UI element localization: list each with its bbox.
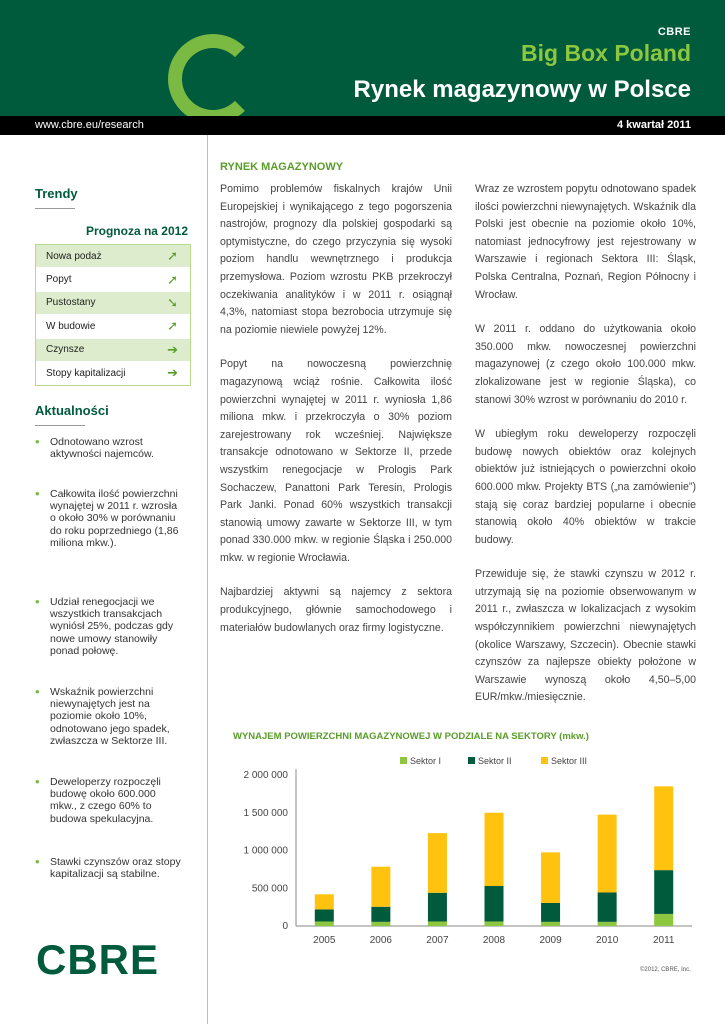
trends-heading: Trendy — [35, 186, 78, 201]
trend-label: Stopy kapitalizacji — [46, 367, 126, 379]
arrow-up-right-icon: ➚ — [167, 318, 178, 334]
x-tick-label: 2008 — [482, 935, 506, 946]
trend-row — [36, 245, 190, 268]
paragraph: Wraz ze wzrostem popytu odnotowano spadek ilości powierzchni niewynajętych. Wskaźnik dla Polski jest obecnie na poziomie około 10%, natomiast jednocyfrowy jest rejestrowany w Warszawie i regionach Sektora III: Śląsk, Polska Centralna, Poznań, Region Północny i Wrocław. — [475, 183, 696, 301]
trend-label: Popyt — [46, 274, 72, 286]
trends-heading-rule — [35, 208, 75, 209]
bar-sektor-ii-2011 — [654, 870, 673, 914]
news-item: • Całkowita ilość powierzchni wynajętej w 2011 r. wzrosła o około 30% w porównaniu do roku poprzedniego (1,86 miliona mkw.). — [35, 488, 185, 549]
x-tick-label: 2007 — [426, 935, 449, 946]
y-tick-label: 0 — [282, 921, 288, 932]
trend-label: Czynsze — [46, 344, 85, 356]
news-item: • Udział renegocjacji we wszystkich transakcjach wyniósł 25%, podczas gdy nowe umowy stanowiły ponad połowę. — [35, 596, 185, 657]
copyright-note: ©2012, CBRE, Inc. — [640, 967, 691, 973]
news-item: • Wskaźnik powierzchni niewynajętych jest na poziomie około 10%, odnotowano jego spadek, zwłaszcza w Sektorze III. — [35, 686, 185, 747]
legend-label: Sektor I — [410, 756, 442, 766]
trend-row — [36, 339, 190, 362]
bar-sektor-iii-2007 — [428, 833, 447, 893]
bar-sektor-ii-2006 — [371, 907, 390, 922]
bar-sektor-iii-2006 — [371, 867, 390, 907]
column-divider — [207, 135, 208, 1024]
paragraph: W 2011 r. oddano do użytkowania około 350.000 mkw. nowoczesnej powierzchni magazynowej (z czego około 100.000 mkw. zlokalizowane jest w regionie Śląska), co stanowi 30% wzrost w porównaniu do 2010 r. — [475, 323, 696, 406]
trend-row — [36, 315, 190, 338]
bar-sektor-iii-2008 — [485, 813, 504, 886]
research-url-link[interactable]: www.cbre.eu/research — [35, 119, 144, 131]
news-item: • Deweloperzy rozpoczęli budowę około 600.000 mkw., z czego 60% to budowa spekulacyjna. — [35, 776, 185, 825]
trend-label: Pustostany — [46, 297, 96, 309]
legend-label: Sektor II — [478, 756, 512, 766]
legend-swatch-3 — [541, 757, 548, 764]
text-column-left — [220, 181, 452, 654]
report-header — [0, 0, 725, 116]
paragraph: Przewiduje się, że stawki czynszu w 2012 r. utrzymają się na poziomie obserwowanym w 2011 r., zwłaszcza w lokalizacjach z wysokim współczynnikiem powierzchni niewynajętych (okolice Warszawy, Szczecin). Obecnie stawki czynszów za najlepsze obiekty położone w Warszawie wynoszą około 4,50–5,00 EUR/mkw./miesięcznie. — [475, 568, 696, 704]
y-tick-label: 2 000 000 — [243, 770, 288, 781]
arrow-up-right-icon: ➚ — [167, 271, 178, 287]
y-tick-label: 1 500 000 — [243, 807, 288, 819]
bar-sektor-iii-2009 — [541, 852, 560, 903]
bar-sektor-ii-2008 — [485, 886, 504, 921]
brand-arc-graphic — [168, 34, 258, 116]
chart-title: WYNAJEM POWIERZCHNI MAGAZYNOWEJ W PODZIALE NA SEKTORY (mkw.) — [233, 731, 589, 742]
trend-row — [36, 292, 190, 315]
legend-swatch-1 — [400, 757, 407, 764]
bar-sektor-i-2007 — [428, 921, 447, 926]
bar-sektor-i-2006 — [371, 922, 390, 926]
x-tick-label: 2011 — [652, 935, 675, 946]
trend-row — [36, 362, 190, 385]
forecast-label: Prognoza na 2012 — [85, 224, 188, 238]
report-period: 4 kwartał 2011 — [616, 119, 691, 131]
paragraph: Najbardziej aktywni są najemcy z sektora produkcyjnego, głównie samochodowego i materiałów budowlanych oraz firmy logistyczne. — [220, 586, 452, 634]
stacked-bar-chart — [220, 748, 700, 960]
bar-sektor-i-2011 — [654, 914, 673, 926]
header-subbar — [0, 116, 725, 135]
report-title: Big Box Poland — [521, 40, 691, 66]
report-subtitle: Rynek magazynowy w Polsce — [353, 76, 691, 103]
section-title: RYNEK MAGAZYNOWY — [220, 161, 344, 173]
paragraph: Popyt na nowoczesną powierzchnię magazynową wciąż rośnie. Całkowita ilość powierzchni wynajętej w 2011 r. wyniosła 1,86 miliona mkw. i przekroczyła o 30% poziom zarejestrowany rok wcześniej. Największe transakcje odnotowano w Sektorze II, przede wszystkim renegocjacje w Prologis Park Sochaczew, Panattoni Park Teresin, Prologis Park Janki. Ponad 60% wszystkich transakcji stanowią umowy zawarte w Sektorze III, w tym ponad 330.000 mkw. w regionie Śląska i 250.000 mkw. w regionie Wrocławia. — [220, 358, 452, 564]
arrow-right-icon: ➔ — [167, 341, 178, 357]
bar-sektor-i-2009 — [541, 922, 560, 926]
x-tick-label: 2009 — [539, 935, 562, 946]
x-tick-label: 2006 — [369, 935, 392, 946]
bar-sektor-i-2008 — [485, 921, 504, 926]
news-item: • Stawki czynszów oraz stopy kapitalizacji są stabilne. — [35, 856, 185, 880]
trend-label: Nowa podaż — [46, 250, 102, 262]
x-tick-label: 2010 — [596, 935, 619, 946]
bar-sektor-ii-2005 — [315, 909, 334, 921]
arrow-up-right-icon: ➚ — [167, 248, 178, 264]
paragraph: Pomimo problemów fiskalnych krajów Unii Europejskiej i wynikającego z tego pogorszenia nastrojów, prognozy dla polskiej gospodarki są optymistyczne, do czego przyczynia się wysoki poziom handlu wewnętrznego i produkcja przemysłowa. Poziom wzrostu PKB przekroczył oczekiwania analityków i w 2011 r. osiągnął 4,3%, natomiast stopa bezrobocia utrzymuje się na poziomie niewiele powyżej 12%. — [220, 183, 452, 336]
bar-sektor-iii-2011 — [654, 786, 673, 870]
arrow-right-icon: ➔ — [167, 365, 178, 381]
news-heading-rule — [35, 425, 85, 426]
header-brand: CBRE — [657, 26, 691, 38]
trends-table — [35, 244, 191, 386]
x-tick-label: 2005 — [313, 935, 336, 946]
bar-sektor-ii-2010 — [598, 892, 617, 921]
bar-sektor-ii-2007 — [428, 893, 447, 922]
news-heading: Aktualności — [35, 403, 109, 418]
trend-label: W budowie — [46, 320, 96, 332]
cbre-logo: CBRE — [36, 936, 160, 983]
bar-sektor-iii-2005 — [315, 894, 334, 909]
text-column-right — [475, 181, 696, 724]
legend-swatch-2 — [468, 757, 475, 764]
bar-sektor-i-2005 — [315, 921, 334, 926]
paragraph: W ubiegłym roku deweloperzy rozpoczęli budowę nowych obiektów oraz kolejnych obiektów już istniejących o powierzchni około 600.000 mkw. Projekty BTS („na zamówienie”) stają się coraz bardziej popularne i obecnie stanowią około 40% obiektów w trakcie budowy. — [475, 428, 696, 546]
bar-sektor-i-2010 — [598, 922, 617, 926]
arrow-down-right-icon: ➘ — [167, 294, 178, 310]
bar-sektor-ii-2009 — [541, 903, 560, 922]
y-tick-label: 1 000 000 — [243, 845, 288, 857]
bar-sektor-iii-2010 — [598, 815, 617, 893]
legend-label: Sektor III — [551, 756, 588, 766]
trend-row — [36, 268, 190, 291]
news-item: • Odnotowano wzrost aktywności najemców. — [35, 436, 185, 460]
y-tick-label: 500 000 — [251, 883, 288, 895]
